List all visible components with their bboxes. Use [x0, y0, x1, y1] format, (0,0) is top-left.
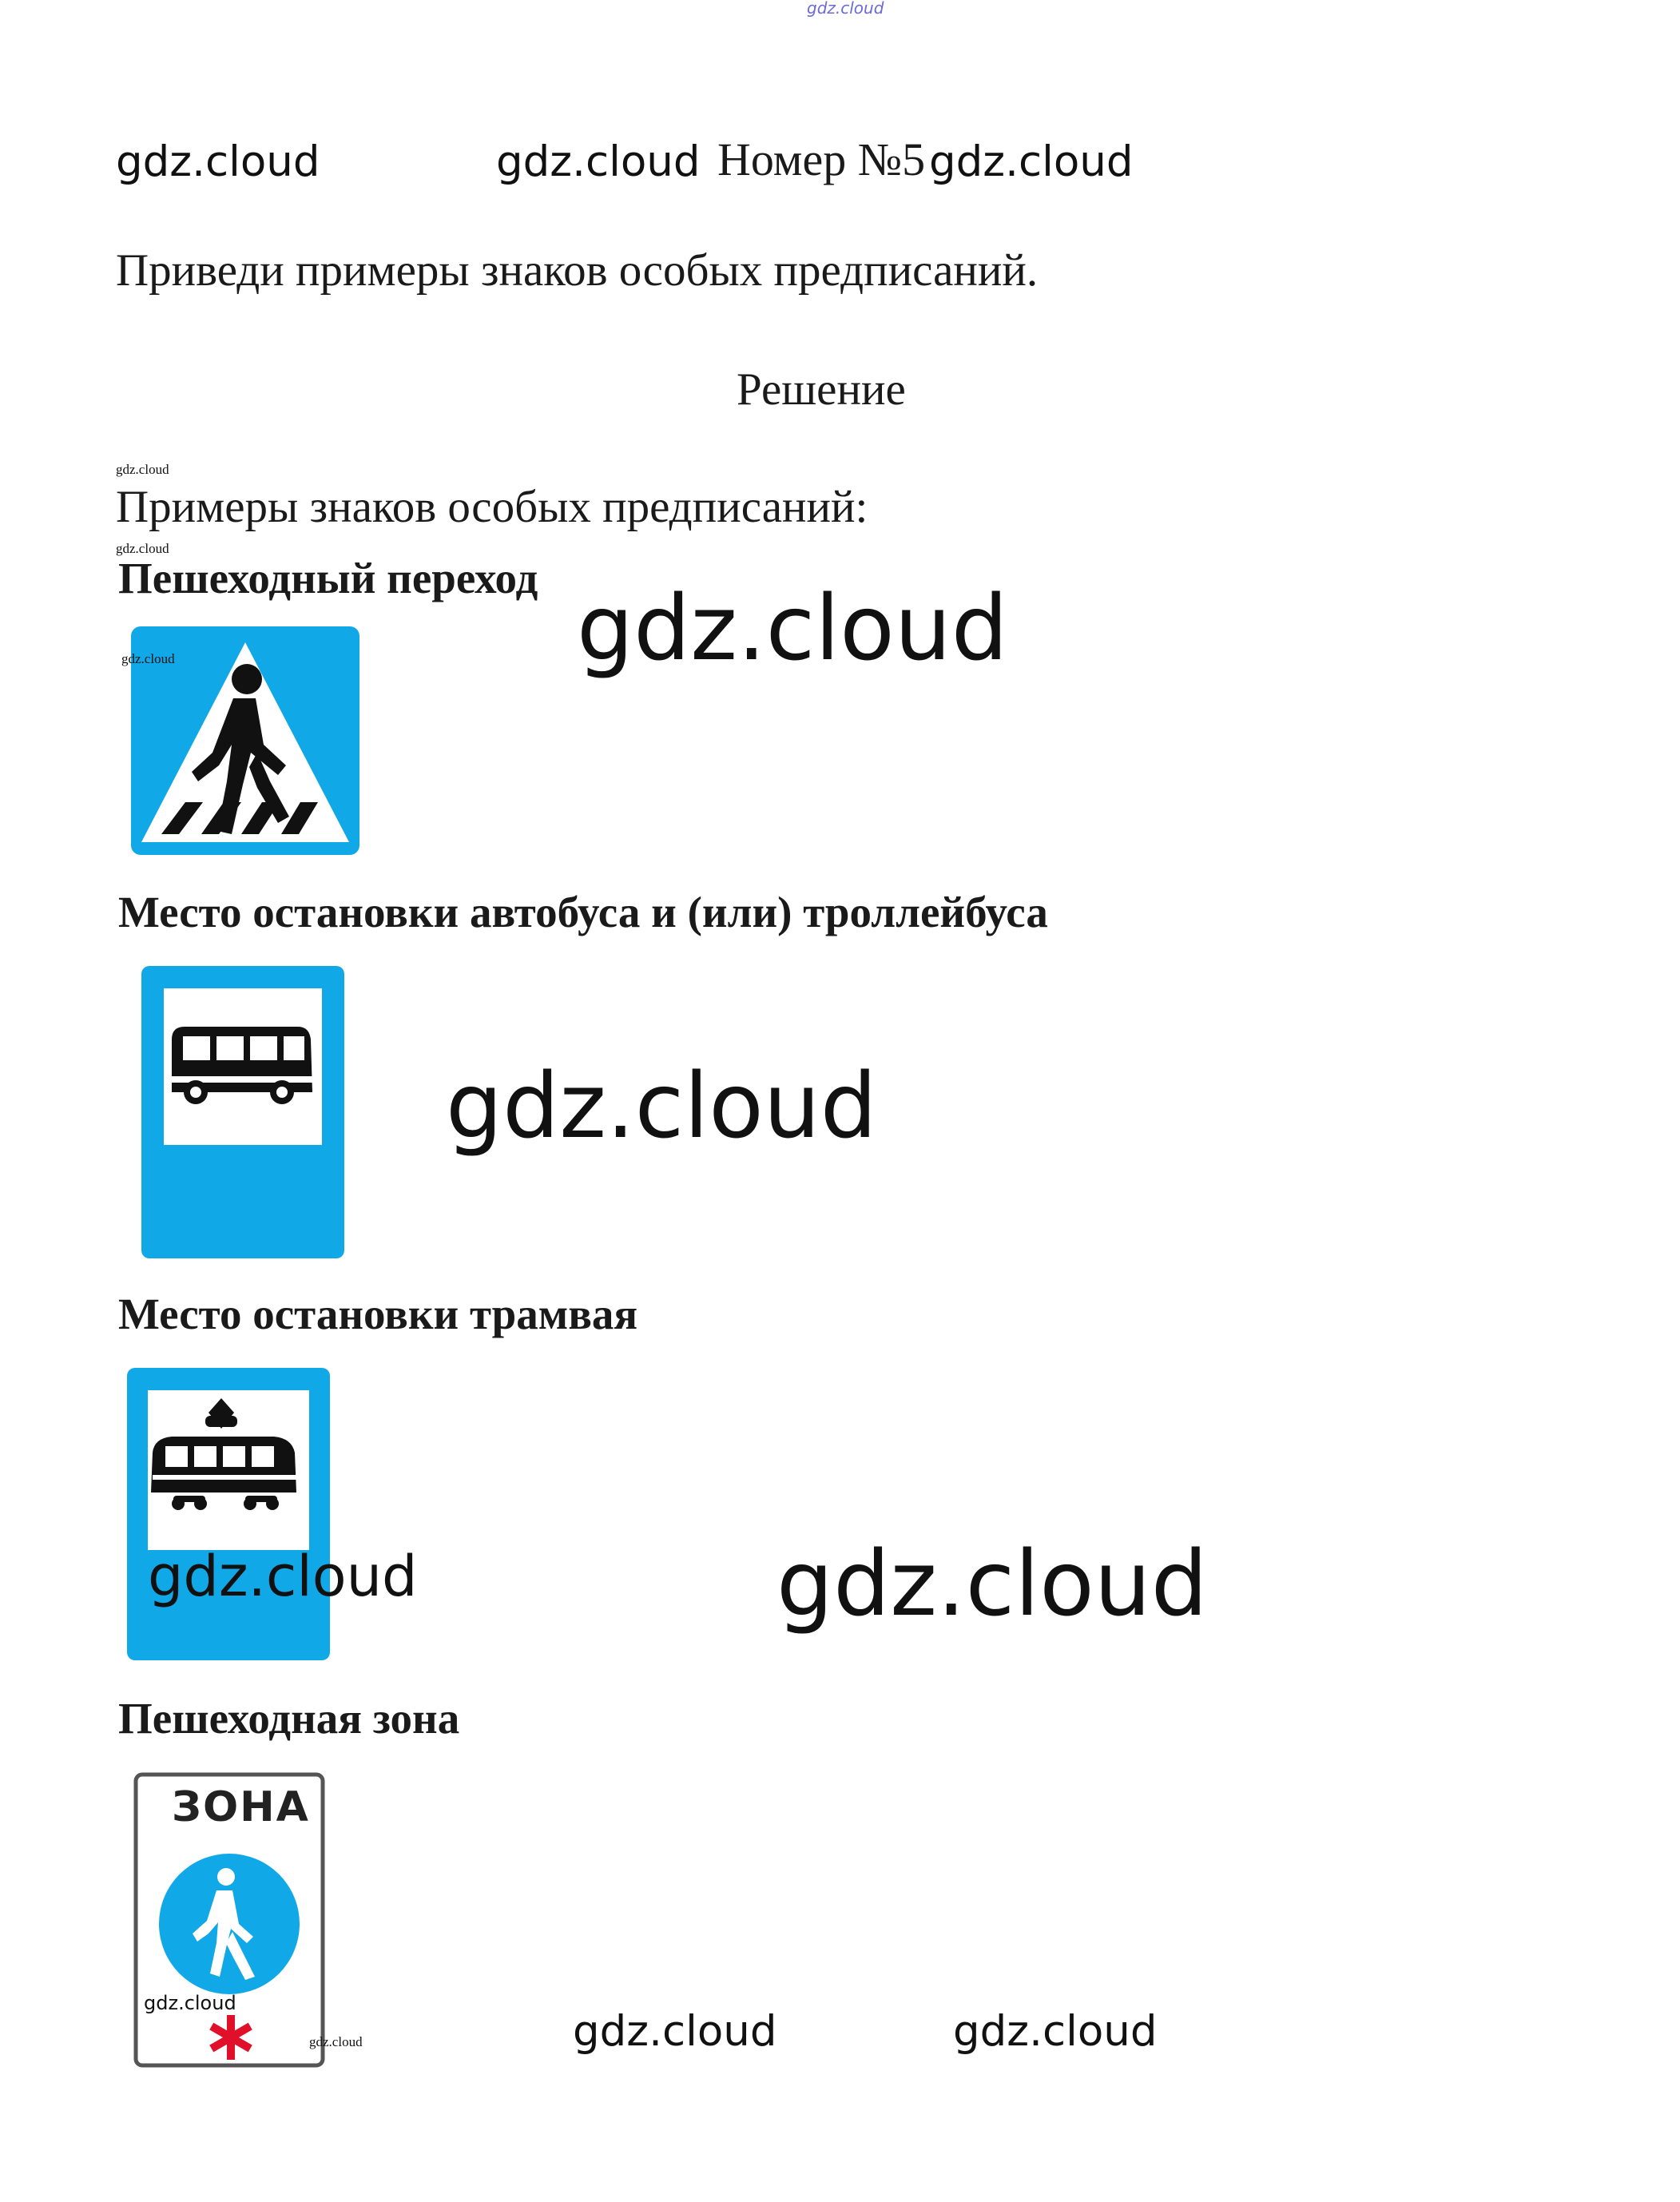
solution-intro: Примеры знаков особых предписаний:	[116, 482, 868, 532]
watermark-text: gdz.cloud	[953, 2007, 1158, 2056]
sign-text-zona: ЗОНА	[172, 1783, 310, 1831]
page-title: Номер №5	[717, 133, 926, 185]
sign-label: Место остановки трамвая	[118, 1290, 638, 1338]
watermark-text: gdz.cloud	[577, 577, 1008, 681]
watermark-text: gdz.cloud	[446, 1055, 877, 1159]
watermark-text: gdz.cloud	[496, 137, 701, 186]
watermark-text: gdz.cloud	[116, 137, 320, 186]
bus-stop-sign	[140, 964, 346, 1260]
tram-stop-sign	[125, 1366, 332, 1662]
watermark-text: gdz.cloud	[309, 2034, 363, 2049]
solution-heading: Решение	[737, 364, 906, 415]
watermark-text: gdz.cloud	[776, 1532, 1208, 1636]
sign-label: Пешеходная зона	[118, 1694, 460, 1743]
watermark-text: gdz.cloud	[121, 651, 175, 666]
sign-label: Место остановки автобуса и (или) троллейбуса	[118, 888, 1048, 936]
watermark-text: gdz.cloud	[116, 462, 169, 477]
watermark-text: gdz.cloud	[144, 1992, 236, 2014]
watermark-text: gdz.cloud	[573, 2007, 777, 2056]
task-question: Приведи примеры знаков особых предписаний.	[116, 245, 1039, 296]
watermark-text: gdz.cloud	[116, 541, 169, 556]
sign-label: Пешеходный переход	[118, 554, 538, 602]
watermark-text: gdz.cloud	[929, 137, 1134, 186]
watermark-text: gdz.cloud	[148, 1544, 418, 1609]
top-watermark: gdz.cloud	[807, 0, 884, 18]
